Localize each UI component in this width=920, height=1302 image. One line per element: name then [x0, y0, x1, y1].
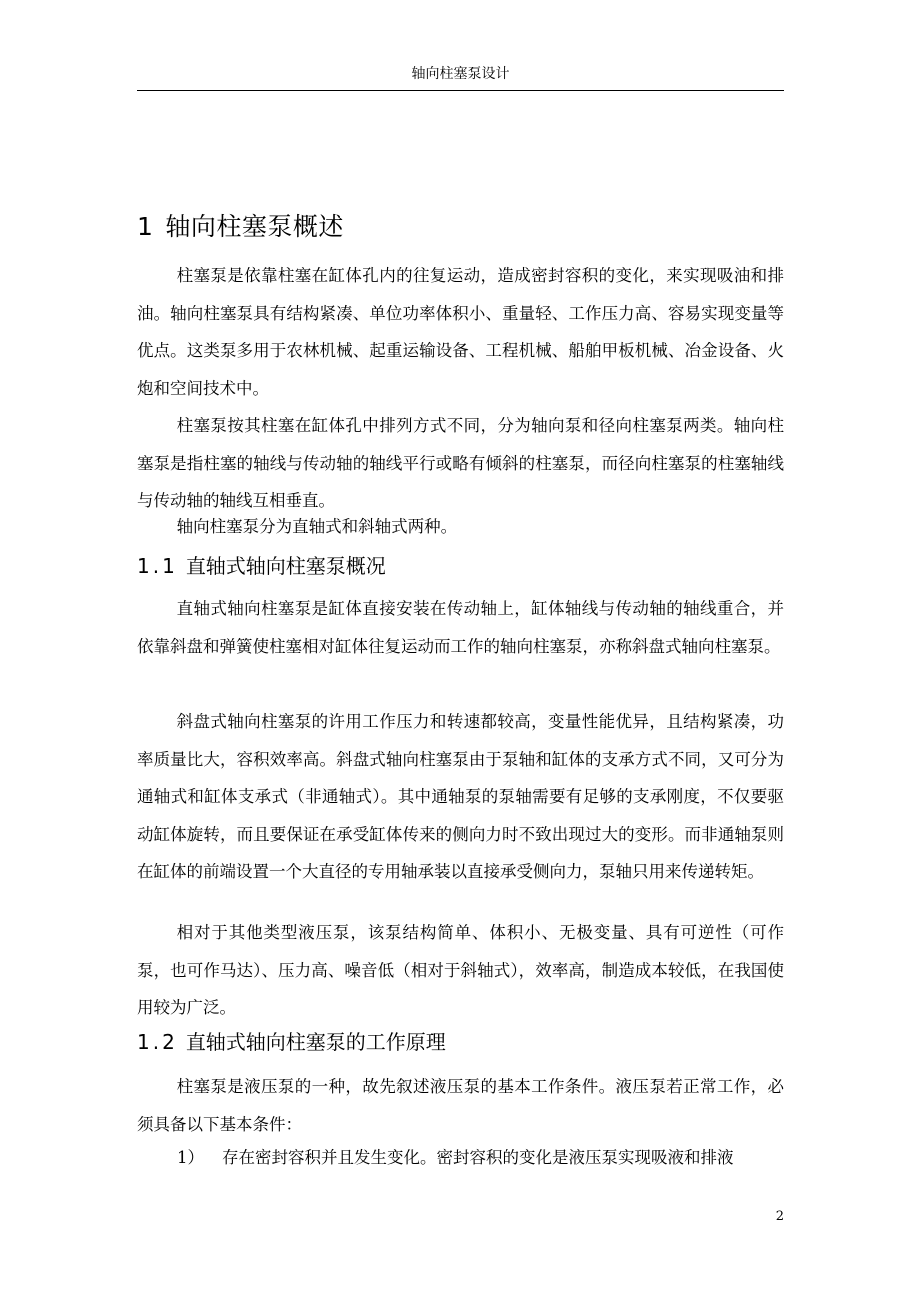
section-1-1-paragraph-3: 相对于其他类型液压泵，该泵结构简单、体积小、无极变量、具有可逆性（可作泵，也可作马达）、压力高、噪音低（相对于斜轴式），效率高，制造成本较低，在我国使用较为广泛。 [137, 923, 784, 1017]
section-1-heading [137, 207, 344, 247]
list-item-marker: 1） [177, 1148, 204, 1167]
section-1-1-paragraph-2: 斜盘式轴向柱塞泵的许用工作压力和转速都较高，变量性能优异，且结构紧凑，功率质量比大，容积效率高。斜盘式轴向柱塞泵由于泵轴和缸体的支承方式不同，又可分为通轴式和缸体支承式（非通轴式）。其中通轴泵的泵轴需要有足够的支承刚度，不仅要驱动缸体旋转，而且要保证在承受缸体传来的侧向力时不致出现过大的变形。而非通轴泵则在缸体的前端设置一个大直径的专用轴承装以直接承受侧向力，泵轴只用来传递转矩。 [137, 712, 784, 881]
section-1-2-paragraph-1: 柱塞泵是液压泵的一种，故先叙述液压泵的基本工作条件。液压泵若正常工作，必须具备以下基本条件： [137, 1077, 784, 1134]
section-1-2-heading [137, 1026, 446, 1058]
running-header [137, 64, 784, 91]
section-1-1-title: 直轴式轴向柱塞泵概况 [185, 554, 386, 578]
section-1-paragraph-3: 轴向柱塞泵分为直轴式和斜轴式两种。 [176, 517, 458, 536]
list-item-text: 存在密封容积并且发生变化。密封容积的变化是液压泵实现吸液和排液 [222, 1148, 734, 1167]
section-1-2-number: 1.2 [137, 1030, 178, 1054]
section-1-title: 轴向柱塞泵概述 [165, 212, 344, 241]
section-1-1-paragraph-1: 直轴式轴向柱塞泵是缸体直接安装在传动轴上，缸体轴线与传动轴的轴线重合，并依靠斜盘和弹簧使柱塞相对缸体往复运动而工作的轴向柱塞泵，亦称斜盘式轴向柱塞泵。 [137, 599, 784, 656]
page-number: 2 [775, 1209, 784, 1224]
section-1-1-number: 1.1 [137, 554, 178, 578]
section-1-paragraph-1: 柱塞泵是依靠柱塞在缸体孔内的往复运动，造成密封容积的变化，来实现吸油和排油。轴向柱塞泵具有结构紧凑、单位功率体积小、重量轻、工作压力高、容易实现变量等优点。这类泵多用于农林机械、起重运输设备、工程机械、船舶甲板机械、冶金设备、火炮和空间技术中。 [137, 266, 784, 398]
section-1-1-heading [137, 550, 386, 582]
section-1-number: 1 [137, 212, 154, 241]
condition-list-item-1 [137, 1139, 784, 1177]
section-1-2-title: 直轴式轴向柱塞泵的工作原理 [185, 1030, 446, 1054]
running-header-title: 轴向柱塞泵设计 [411, 66, 510, 82]
section-1-paragraph-2: 柱塞泵按其柱塞在缸体孔中排列方式不同，分为轴向泵和径向柱塞泵两类。轴向柱塞泵是指柱塞的轴线与传动轴的轴线平行或略有倾斜的柱塞泵，而径向柱塞泵的柱塞轴线与传动轴的轴线互相垂直。 [137, 416, 784, 510]
